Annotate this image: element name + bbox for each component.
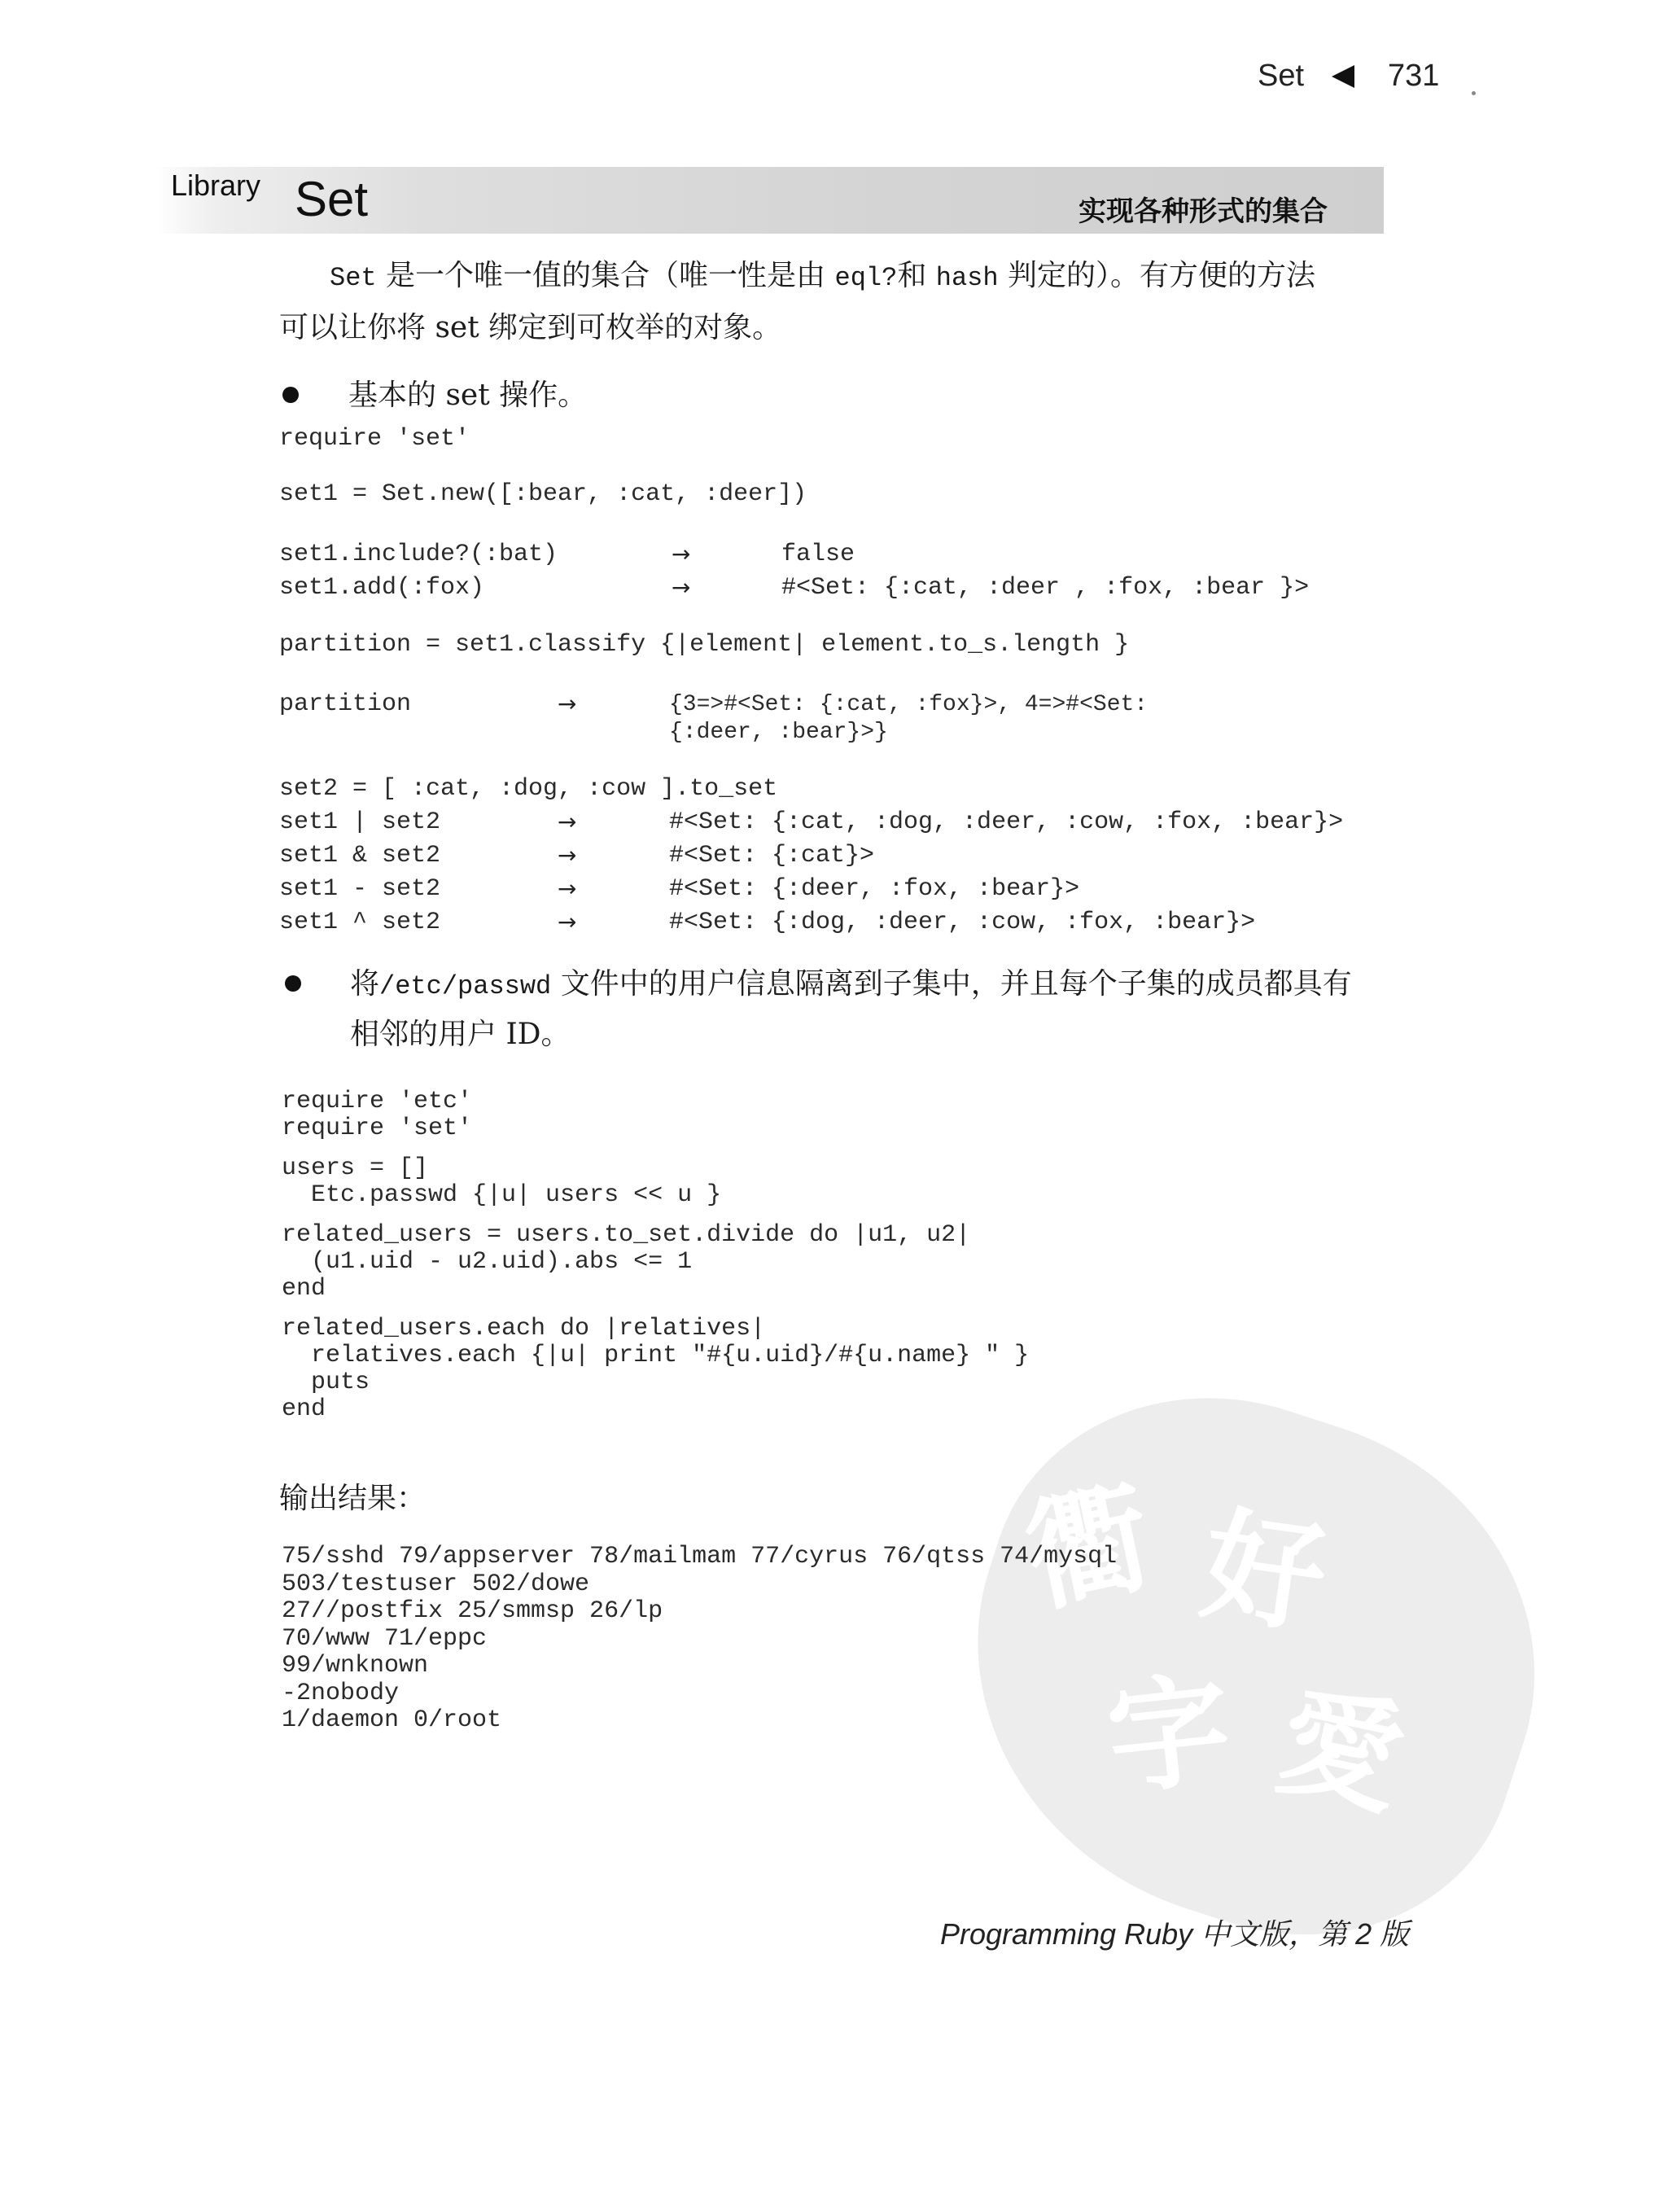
code-result-include: false (781, 541, 855, 568)
code-set2: set2 = [ :cat, :dog, :cow ].to_set (279, 775, 778, 803)
bullet-dot (282, 387, 299, 403)
intro-hash: hash (935, 263, 999, 293)
bullet2-pre: 将 (350, 967, 380, 1001)
code-line: end (282, 1395, 326, 1423)
output-block (282, 1544, 1117, 1735)
code-set1-new: set1 = Set.new([:bear, :cat, :deer]) (279, 480, 807, 508)
code-expr-add: set1.add(:fox) (279, 574, 485, 602)
code-expr-include: set1.include?(:bat) (279, 541, 558, 568)
code-result-symdiff: #<Set: {:dog, :deer, :cow, :fox, :bear}> (669, 909, 1256, 936)
output-label: 输出结果： (279, 1482, 427, 1515)
code-gap (282, 1303, 1029, 1316)
right-arrow-icon: → (558, 690, 577, 717)
library-title: Set (295, 172, 369, 226)
bullet2-line-2: 相邻的用户 ID。 (350, 1018, 571, 1051)
code-line: require 'etc' (282, 1088, 473, 1115)
bullet1-label: 基本的 set 操作。 (348, 379, 588, 412)
code-expr-difference: set1 - set2 (279, 875, 441, 903)
intro-term: Set (330, 263, 377, 293)
output-line: 70/www 71/eppc (282, 1624, 488, 1653)
code-partition-expr: partition (279, 690, 412, 718)
output-line: 75/sshd 79/appserver 78/mailmam 77/cyrus 76/qtss 74/mysql (282, 1543, 1118, 1570)
running-header-section: Set (1258, 59, 1305, 93)
output-line: 27//postfix 25/smmsp 26/lp (282, 1597, 663, 1625)
page-number: 731 (1388, 59, 1440, 93)
bullet2-path: /etc/passwd (379, 971, 552, 1001)
code-line: require 'set' (282, 1115, 473, 1142)
code-expr-symdiff: set1 ^ set2 (279, 909, 441, 936)
output-line: 99/wnknown (282, 1652, 429, 1680)
seal-glyph: 字 (1100, 1657, 1238, 1813)
code-result-union: #<Set: {:cat, :dog, :deer, :cow, :fox, :bear}> (669, 808, 1344, 836)
code-gap (282, 1142, 1029, 1155)
output-line: 1/daemon 0/root (282, 1706, 502, 1734)
intro-paragraph (330, 251, 1404, 304)
output-line: -2nobody (282, 1679, 400, 1707)
seal-glyph: 衢 (1014, 1465, 1164, 1631)
code-expr-union: set1 | set2 (279, 808, 441, 836)
code-result-difference: #<Set: {:deer, :fox, :bear}> (669, 875, 1080, 903)
code-line: relatives.each {|u| print "#{u.uid}/#{u.name} " } (282, 1342, 1030, 1369)
code-line: related_users.each do |relatives| (282, 1315, 766, 1343)
code-partition-classify: partition = set1.classify {|element| element.to_s.length } (279, 631, 1130, 659)
library-tag: Library (171, 169, 261, 202)
right-arrow-icon: → (558, 842, 577, 869)
code-line: (u1.uid - u2.uid).abs <= 1 (282, 1248, 693, 1276)
code-require-set: require 'set' (279, 425, 470, 453)
seal-glyph: 愛 (1266, 1668, 1415, 1834)
code-line: Etc.passwd {|u| users << u } (282, 1181, 722, 1209)
code-block-etc (282, 1088, 1029, 1423)
bullet2-text (350, 959, 1424, 1012)
code-line: end (282, 1275, 326, 1303)
output-line: 503/testuser 502/dowe (282, 1570, 590, 1598)
bullet-dot (285, 975, 301, 992)
code-partition-result-1: {3=>#<Set: {:cat, :fox}>, 4=>#<Set: (669, 692, 1149, 717)
right-arrow-icon: → (672, 541, 691, 567)
bullet2-post: 文件中的用户信息隔离到子集中，并且每个子集的成员都具有 (551, 967, 1352, 1001)
code-line: related_users = users.to_set.divide do |u1, u2| (282, 1221, 971, 1249)
book-footer: Programming Ruby 中文版，第 2 版 (940, 1917, 1410, 1951)
seal-glyph: 好 (1193, 1492, 1335, 1652)
intro-eql: eql? (834, 263, 898, 293)
code-partition-result-2: {:deer, :bear}>} (669, 720, 888, 745)
intro-text-3: 判定的）。有方便的方法 (998, 259, 1316, 292)
code-expr-intersect: set1 & set2 (279, 842, 441, 869)
code-result-intersect: #<Set: {:cat}> (669, 842, 875, 869)
intro-text-1: 是一个唯一值的集合（唯一性是由 (376, 259, 835, 292)
intro-line-2: 可以让你将 set 绑定到可枚举的对象。 (279, 311, 782, 344)
code-line: puts (282, 1369, 370, 1396)
speck (1472, 91, 1476, 95)
right-arrow-icon: → (558, 909, 577, 935)
intro-text-2: 和 (897, 259, 936, 292)
left-triangle-icon (1332, 65, 1354, 88)
library-subtitle: 实现各种形式的集合 (1079, 195, 1328, 228)
code-line: users = [] (282, 1154, 429, 1182)
right-arrow-icon: → (558, 808, 577, 835)
right-arrow-icon: → (558, 875, 577, 902)
code-result-add: #<Set: {:cat, :deer , :fox, :bear }> (781, 574, 1310, 602)
code-gap (282, 1209, 1029, 1222)
right-arrow-icon: → (672, 574, 691, 601)
